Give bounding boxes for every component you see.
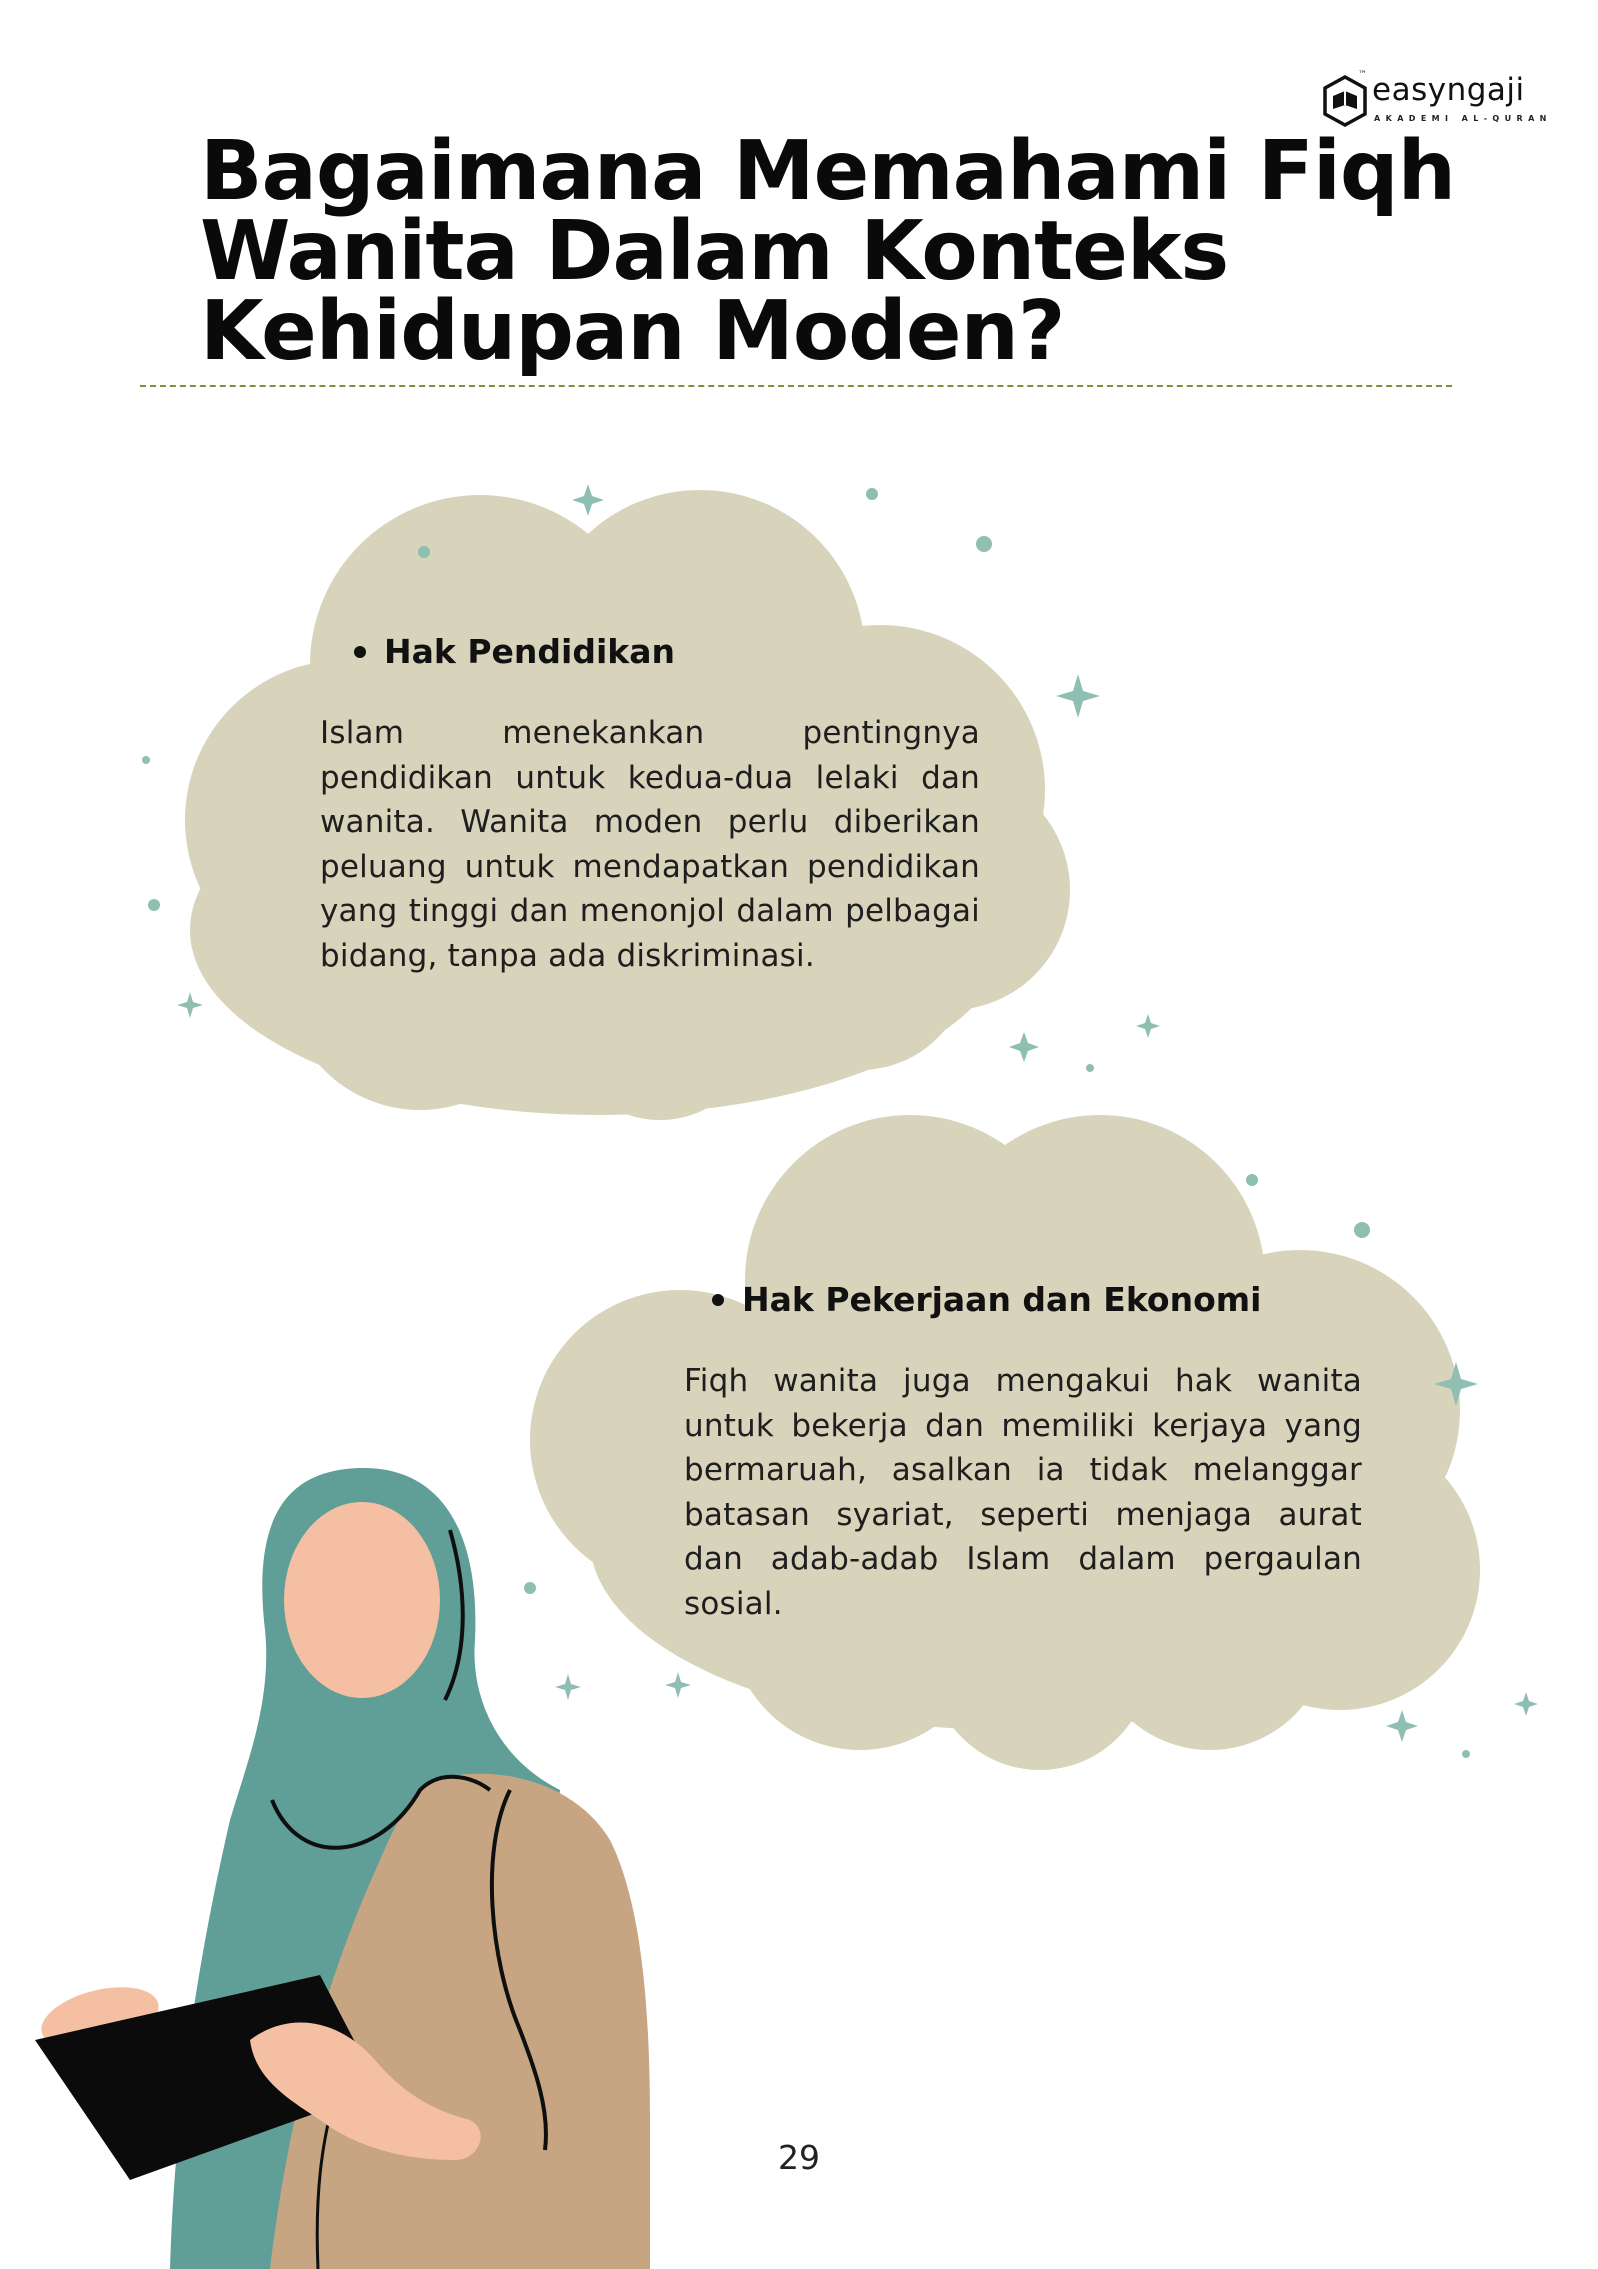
dot-icon xyxy=(976,536,992,552)
sparkle-icon xyxy=(555,1674,581,1700)
section-heading xyxy=(712,1280,1362,1319)
section-body: Islam menekankan pentingnya pendidikan untuk kedua-dua lelaki dan wanita. Wanita moden perlu diberikan peluang untuk mendapatkan pendidikan yang tinggi dan menonjol dalam pelbagai bidang, tanpa ada diskriminasi. xyxy=(320,715,980,974)
sparkle-icon xyxy=(1009,1032,1039,1062)
brand-logo xyxy=(1320,70,1552,130)
logo-wordmark: easyngaji xyxy=(1372,72,1525,108)
sparkle-icon xyxy=(572,484,604,516)
section-hak-pekerjaan xyxy=(684,1280,1362,1626)
bullet-icon xyxy=(354,646,366,658)
title-divider xyxy=(140,385,1452,387)
section-heading-text: Hak Pekerjaan dan Ekonomi xyxy=(742,1280,1262,1319)
dot-icon xyxy=(148,899,160,911)
section-heading-text: Hak Pendidikan xyxy=(384,632,675,671)
logo-trademark: ™ xyxy=(1358,70,1367,80)
sparkle-icon xyxy=(665,1672,691,1698)
dot-icon xyxy=(524,1582,536,1594)
sparkle-icon xyxy=(1136,1014,1160,1038)
sparkle-icon xyxy=(1514,1692,1538,1716)
sparkle-icon xyxy=(1056,674,1100,718)
page-title: Bagaimana Memahami Fiqh Wanita Dalam Konteks Kehidupan Moden? xyxy=(200,124,1456,379)
sparkle-icon xyxy=(177,992,203,1018)
dot-icon xyxy=(866,488,878,500)
section-hak-pendidikan xyxy=(320,632,980,978)
dot-icon xyxy=(1246,1174,1258,1186)
sparkle-icon xyxy=(1386,1710,1418,1742)
dot-icon xyxy=(142,756,150,764)
page-number: 29 xyxy=(778,2138,820,2177)
logo-tagline: AKADEMI AL-QURAN xyxy=(1374,114,1552,123)
logo-mark-icon xyxy=(1320,74,1370,128)
dot-icon xyxy=(1354,1222,1370,1238)
section-heading xyxy=(354,632,980,671)
dot-icon xyxy=(418,546,430,558)
bullet-icon xyxy=(712,1294,724,1306)
section-body: Fiqh wanita juga mengakui hak wanita untuk bekerja dan memiliki kerjaya yang bermaruah, asalkan ia tidak melanggar batasan syariat, seperti menjaga aurat dan adab-adab Islam dalam pergaulan sosial. xyxy=(684,1363,1362,1622)
dot-icon xyxy=(1086,1064,1094,1072)
woman-illustration xyxy=(35,1468,650,2269)
dot-icon xyxy=(1462,1750,1470,1758)
